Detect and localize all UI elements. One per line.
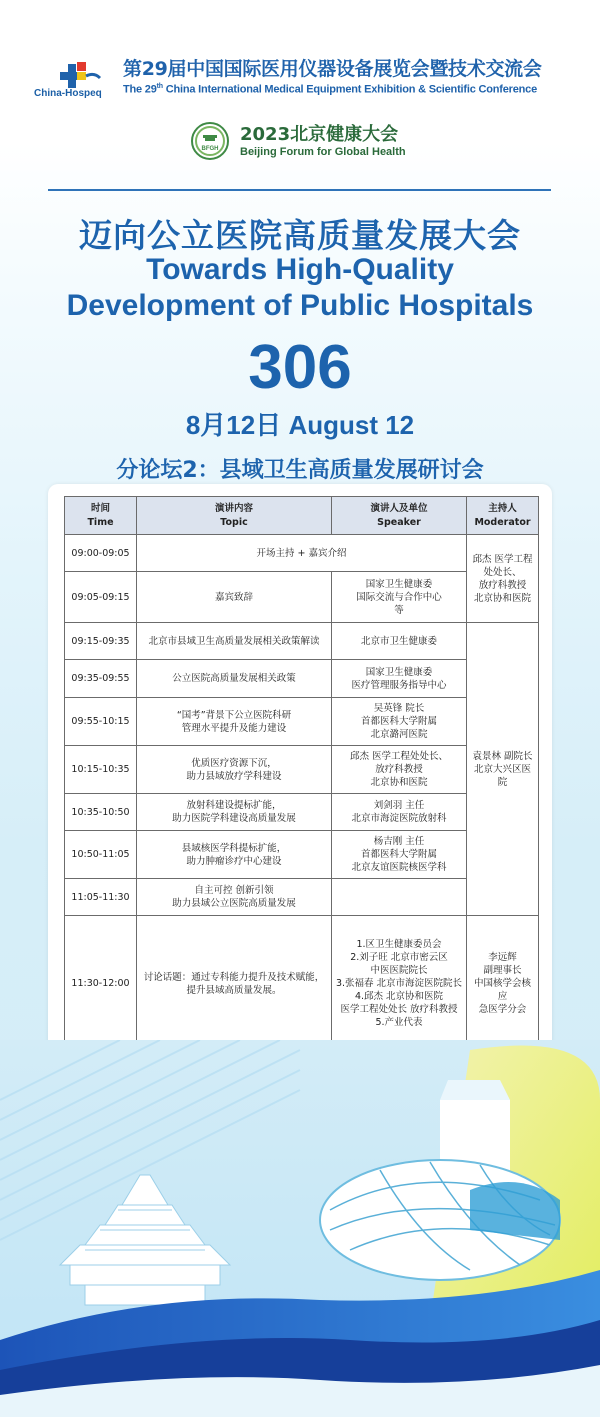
- event-en-prefix: The 29: [123, 83, 157, 96]
- topic-cell: 放射科建设提标扩能， 助力医院学科建设高质量发展: [137, 794, 332, 831]
- forum-title-cn: 2023北京健康大会: [240, 124, 399, 145]
- room-number: 306: [248, 333, 352, 402]
- speaker-cell: 国家卫生健康委 医疗管理服务指导中心: [332, 660, 467, 698]
- topic-cell: 开场主持 + 嘉宾介绍: [137, 535, 467, 572]
- subforum-title: 分论坛2：县域卫生高质量发展研讨会: [116, 458, 484, 483]
- speaker-cell: 杨吉刚 主任 首都医科大学附属 北京友谊医院核医学科: [332, 831, 467, 879]
- event-en-sup: th: [156, 83, 163, 90]
- speaker-cell: 1.区卫生健康委员会 2.刘子旺 北京市密云区 中医医院院长 3.张福春 北京市海淀医院院长 4.邱杰 北京协和医院 医学工程处处长 放疗科教授 5.产业代表: [332, 916, 467, 1052]
- topic-cell: 嘉宾致辞: [137, 572, 332, 623]
- speaker-cell: 吴英锋 院长 首都医科大学附属 北京潞河医院: [332, 698, 467, 746]
- forum-title-en: Beijing Forum for Global Health: [240, 146, 406, 158]
- bfgh-logo: [191, 122, 229, 160]
- beijing-landmarks-illustration: [0, 1040, 600, 1417]
- speaker-cell: 国家卫生健康委 国际交流与合作中心 等: [332, 572, 467, 623]
- moderator-cell: 袁景林 副院长 北京大兴区医院: [467, 623, 539, 916]
- header: [0, 48, 600, 160]
- time-cell: 09:55-10:15: [65, 698, 137, 746]
- speaker-cell: 北京市卫生健康委: [332, 623, 467, 660]
- divider-line: [48, 189, 551, 191]
- topic-cell: 北京市县域卫生高质量发展相关政策解读: [137, 623, 332, 660]
- header-topic: 演讲内容 Topic: [137, 497, 332, 535]
- speaker-cell: [332, 879, 467, 916]
- speaker-cell: 刘剑羽 主任 北京市海淀医院放射科: [332, 794, 467, 831]
- time-cell: 09:05-09:15: [65, 572, 137, 623]
- header-speaker: 演讲人及单位 Speaker: [332, 497, 467, 535]
- time-cell: 11:30-12:00: [65, 916, 137, 1052]
- topic-cell: 公立医院高质量发展相关政策: [137, 660, 332, 698]
- event-title-cn: 第29届中国国际医用仪器设备展览会暨技术交流会: [123, 58, 542, 80]
- header-moderator: 主持人 Moderator: [467, 497, 539, 535]
- time-cell: 11:05-11:30: [65, 879, 137, 916]
- event-date: 8月12日 August 12: [185, 410, 415, 440]
- topic-cell: 县域核医学科提标扩能， 助力肿瘤诊疗中心建设: [137, 831, 332, 879]
- topic-cell: 自主可控 创新引领 助力县域公立医院高质量发展: [137, 879, 332, 916]
- time-cell: 10:35-10:50: [65, 794, 137, 831]
- time-cell: 10:15-10:35: [65, 746, 137, 794]
- topic-cell: 讨论话题：通过专科能力提升及技术赋能， 提升县域高质量发展。: [137, 916, 332, 1052]
- topic-cell: “国考”背景下公立医院科研 管理水平提升及能力建设: [137, 698, 332, 746]
- speaker-cell: 邱杰 医学工程处处长、 放疗科教授 北京协和医院: [332, 746, 467, 794]
- table-row: [65, 623, 539, 660]
- conference-title-en-line1: Towards High-Quality: [146, 253, 454, 286]
- header-time: 时间 Time: [65, 497, 137, 535]
- event-title-en: [123, 83, 537, 96]
- time-cell: 09:15-09:35: [65, 623, 137, 660]
- moderator-cell: 邱杰 医学工程 处处长、 放疗科教授 北京协和医院: [467, 535, 539, 623]
- table-header-row: [65, 497, 539, 535]
- moderator-cell: 李远辉 副理事长 中国核学会核应 急医学分会: [467, 916, 539, 1052]
- bfgh-logo-text: BFGH: [201, 146, 219, 152]
- table-row: [65, 535, 539, 572]
- conference-title-cn: 迈向公立医院高质量发展大会: [79, 216, 521, 255]
- schedule-table: [64, 496, 539, 1052]
- time-cell: 09:00-09:05: [65, 535, 137, 572]
- topic-cell: 优质医疗资源下沉， 助力县域放疗学科建设: [137, 746, 332, 794]
- time-cell: 10:50-11:05: [65, 831, 137, 879]
- event-en-rest: China International Medical Equipment Exhibition & Scientific Conference: [162, 83, 537, 96]
- logo-text: China-Hospeq: [34, 88, 102, 99]
- conference-title-en-line2: Development of Public Hospitals: [66, 289, 534, 322]
- table-row: [65, 916, 539, 1052]
- time-cell: 09:35-09:55: [65, 660, 137, 698]
